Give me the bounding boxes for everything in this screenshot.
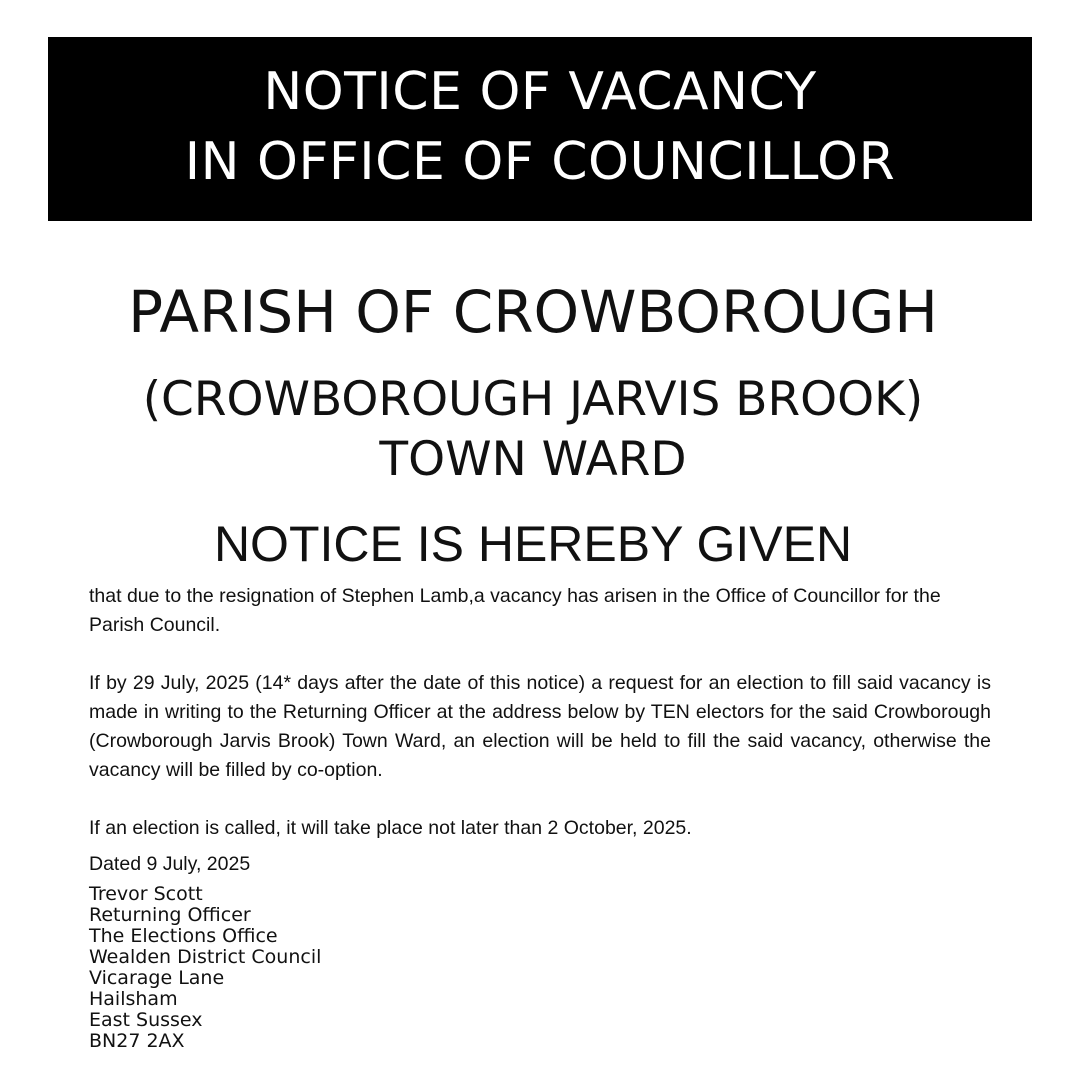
address-line: East Sussex [89,1009,203,1031]
address-line: Hailsham [89,988,178,1010]
banner-title-line-1: NOTICE OF VACANCY [263,62,817,122]
signature-name: Trevor Scott [89,883,203,905]
signature-block [89,884,321,1052]
notice-paragraph-resignation: that due to the resignation of Stephen Lamb,a vacancy has arisen in the Office of Councillor for the Parish Council. [89,585,941,636]
banner-title-line-2: IN OFFICE OF COUNCILLOR [184,132,896,192]
dated-line: Dated 9 July, 2025 [89,853,251,875]
ward-title-line-2: TOWN WARD [379,432,687,487]
address-line: Wealden District Council [89,946,322,968]
notice-heading: NOTICE IS HEREBY GIVEN [213,516,853,572]
address-line: The Elections Office [89,925,278,947]
ward-title [0,370,1066,490]
address-postcode: BN27 2AX [89,1030,185,1052]
address-line: Vicarage Lane [89,967,225,989]
title-banner [48,37,1032,221]
parish-title: PARISH OF CROWBOROUGH [128,278,938,346]
signature-role: Returning Officer [89,904,251,926]
notice-paragraph-election-request: If by 29 July, 2025 (14* days after the date of this notice) a request for an election to fill said vacancy is made in writing to the Returning Officer at the address below by TEN electors for the said Crowborough (Crowborough Jarvis Brook) Town Ward, an election will be held to fill the said vacancy, otherwise the vacancy will be filled by co-option. [89,672,991,781]
ward-title-line-1: (CROWBOROUGH JARVIS BROOK) [142,372,924,427]
notice-paragraph-election-date: If an election is called, it will take place not later than 2 October, 2025. [89,817,692,839]
